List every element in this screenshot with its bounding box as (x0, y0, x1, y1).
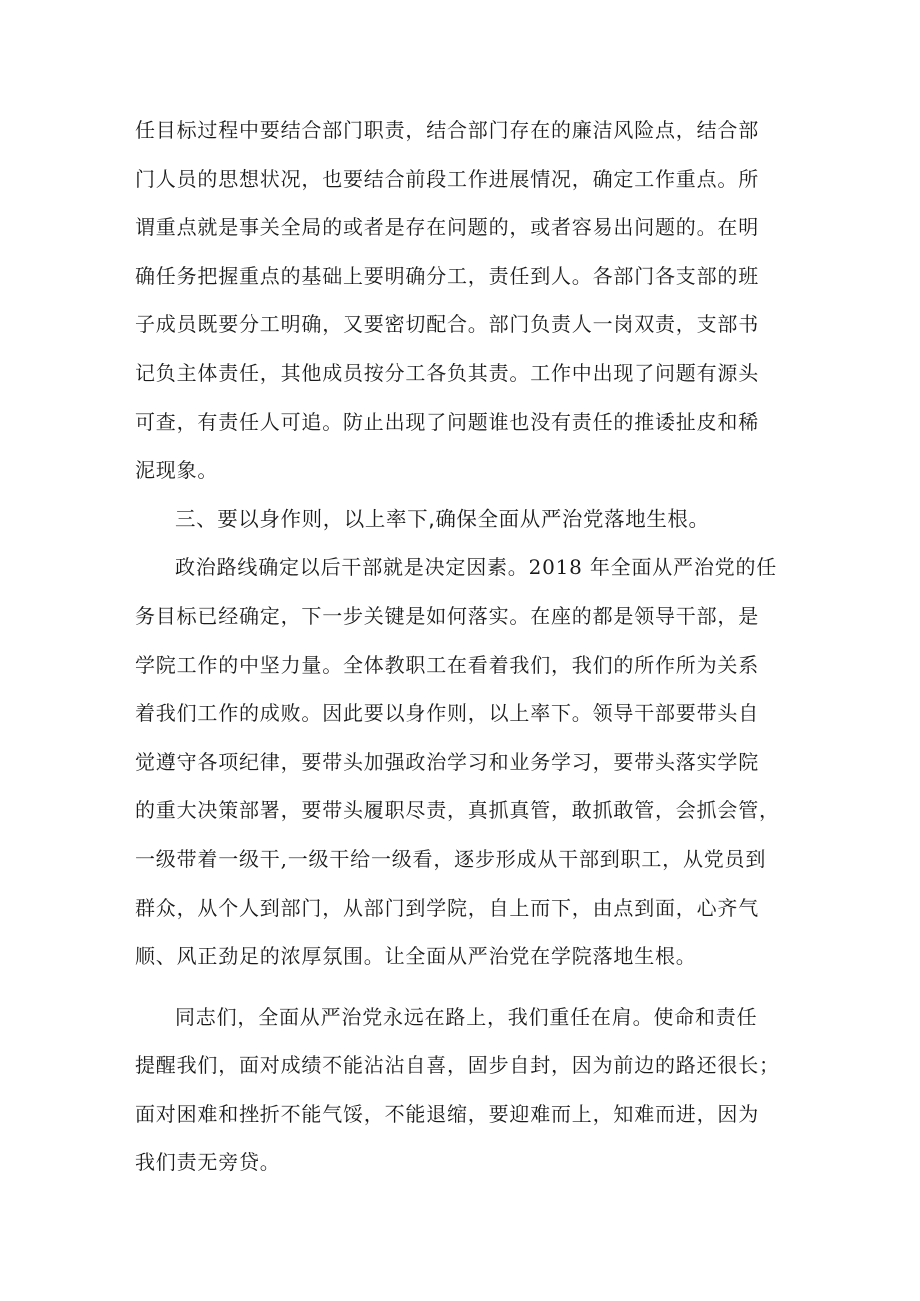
text-line: 确任务把握重点的基础上要明确分工，责任到人。各部门各支部的班 (135, 263, 759, 288)
document-body (135, 106, 785, 1187)
text-line: 提醒我们，面对成绩不能沾沾自喜，固步自封，因为前边的路还很长； (135, 1053, 780, 1078)
text-line: 门人员的思想状况，也要结合前段工作进展情况，确定工作重点。所 (135, 166, 759, 191)
text-line: 觉遵守各项纪律，要带头加强政治学习和业务学习，要带头落实学院 (135, 749, 759, 774)
text-line: 子成员既要分工明确，又要密切配合。部门负责人一岗双责，支部书 (135, 312, 759, 337)
text-line: 泥现象。 (135, 458, 219, 483)
text-line: 群众，从个人到部门，从部门到学院，自上而下，由点到面，心齐气 (135, 895, 759, 920)
text-line: 我们责无旁贷。 (135, 1150, 281, 1175)
text-line: 记负主体责任，其他成员按分工各负其责。工作中出现了问题有源头 (135, 360, 759, 385)
text-line: 务目标已经确定，下一步关键是如何落实。在座的都是领导干部，是 (135, 603, 759, 628)
paragraph-closing (135, 993, 785, 1187)
text-line: 面对困难和挫折不能气馁，不能退缩，要迎难而上，知难而进，因为 (135, 1101, 759, 1126)
text-line: 谓重点就是事关全局的或者是存在问题的，或者容易出问题的。在明 (135, 215, 759, 240)
text-line: 学院工作的中坚力量。全体教职工在看着我们，我们的所作所为关系 (135, 652, 759, 677)
text-line: 任目标过程中要结合部门职责，结合部门存在的廉洁风险点，结合部 (135, 118, 759, 142)
text-line: 政治路线确定以后干部就是决定因素。2018 年全面从严治党的任 (175, 555, 778, 580)
text-line: 的重大决策部署，要带头履职尽责，真抓真管，敢抓敢管，会抓会管， (135, 798, 780, 823)
paragraph-duty-assignment (135, 106, 785, 495)
paragraph-lead-by-example (135, 543, 785, 980)
section-heading (135, 495, 785, 544)
text-line: 同志们，全面从严治党永远在路上，我们重任在肩。使命和责任 (175, 1004, 758, 1029)
text-line: 着我们工作的成败。因此要以身作则，以上率下。领导干部要带头自 (135, 701, 759, 726)
heading-line: 三、要以身作则，以上率下,确保全面从严治党落地生根。 (175, 506, 710, 531)
text-line: 可查，有责任人可追。防止出现了问题谁也没有责任的推诿扯皮和稀 (135, 409, 759, 434)
text-line: 一级带着一级干,一级干给一级看，逐步形成从干部到职工，从党员到 (135, 846, 767, 871)
text-line: 顺、风正劲足的浓厚氛围。让全面从严治党在学院落地生根。 (135, 944, 697, 969)
